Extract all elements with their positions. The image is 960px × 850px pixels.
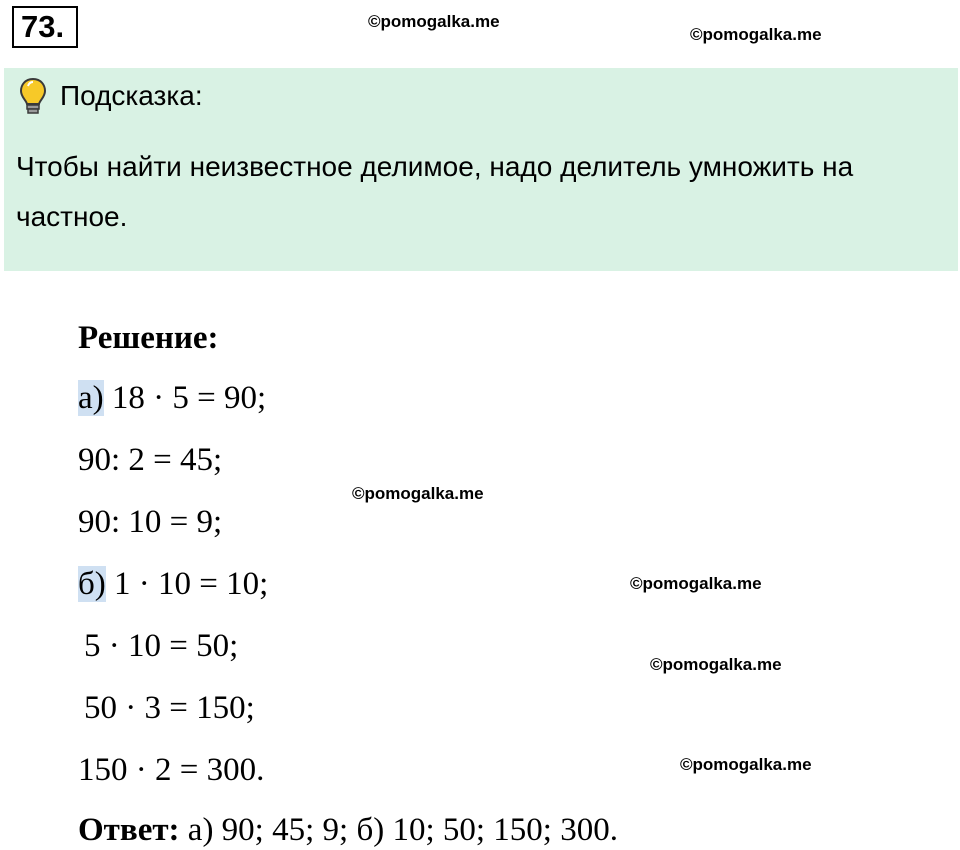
expression: 150 · 2 = 300. [78, 752, 265, 788]
watermark: ©pomogalka.me [690, 25, 822, 44]
problem-number: 73. [12, 6, 78, 48]
part-label: а) [78, 380, 104, 416]
expression: 90: 10 = 9; [78, 504, 223, 540]
expression: 5 · 10 = 50; [84, 628, 239, 664]
part-label: б) [78, 566, 106, 602]
watermark: ©pomogalka.me [650, 655, 782, 674]
watermark: ©pomogalka.me [368, 12, 500, 31]
hint-title: Подсказка: [60, 80, 203, 111]
solution-line [84, 688, 255, 728]
answer-label: Ответ: [78, 812, 180, 848]
expression: 50 · 3 = 150; [84, 690, 255, 726]
solution-line [84, 626, 238, 666]
expression: 1 · 10 = 10; [105, 566, 269, 602]
answer-line [78, 810, 618, 850]
watermark: ©pomogalka.me [680, 755, 812, 774]
solution-line [78, 750, 264, 790]
solution-line [78, 502, 222, 542]
expression: 90: 2 = 45; [78, 442, 223, 478]
solution-line [78, 564, 268, 604]
hint-text: Чтобы найти неизвестное делимое, надо делитель умножить на частное. [16, 151, 854, 232]
solution-line [78, 378, 266, 418]
watermark: ©pomogalka.me [630, 574, 762, 593]
lightbulb-icon [18, 76, 48, 116]
watermark: ©pomogalka.me [352, 484, 484, 503]
solution-line [78, 440, 222, 480]
expression: 18 · 5 = 90; [103, 380, 267, 416]
answer-text: а) 90; 45; 9; б) 10; 50; 150; 300. [179, 812, 618, 848]
solution-heading: Решение: [78, 320, 219, 356]
